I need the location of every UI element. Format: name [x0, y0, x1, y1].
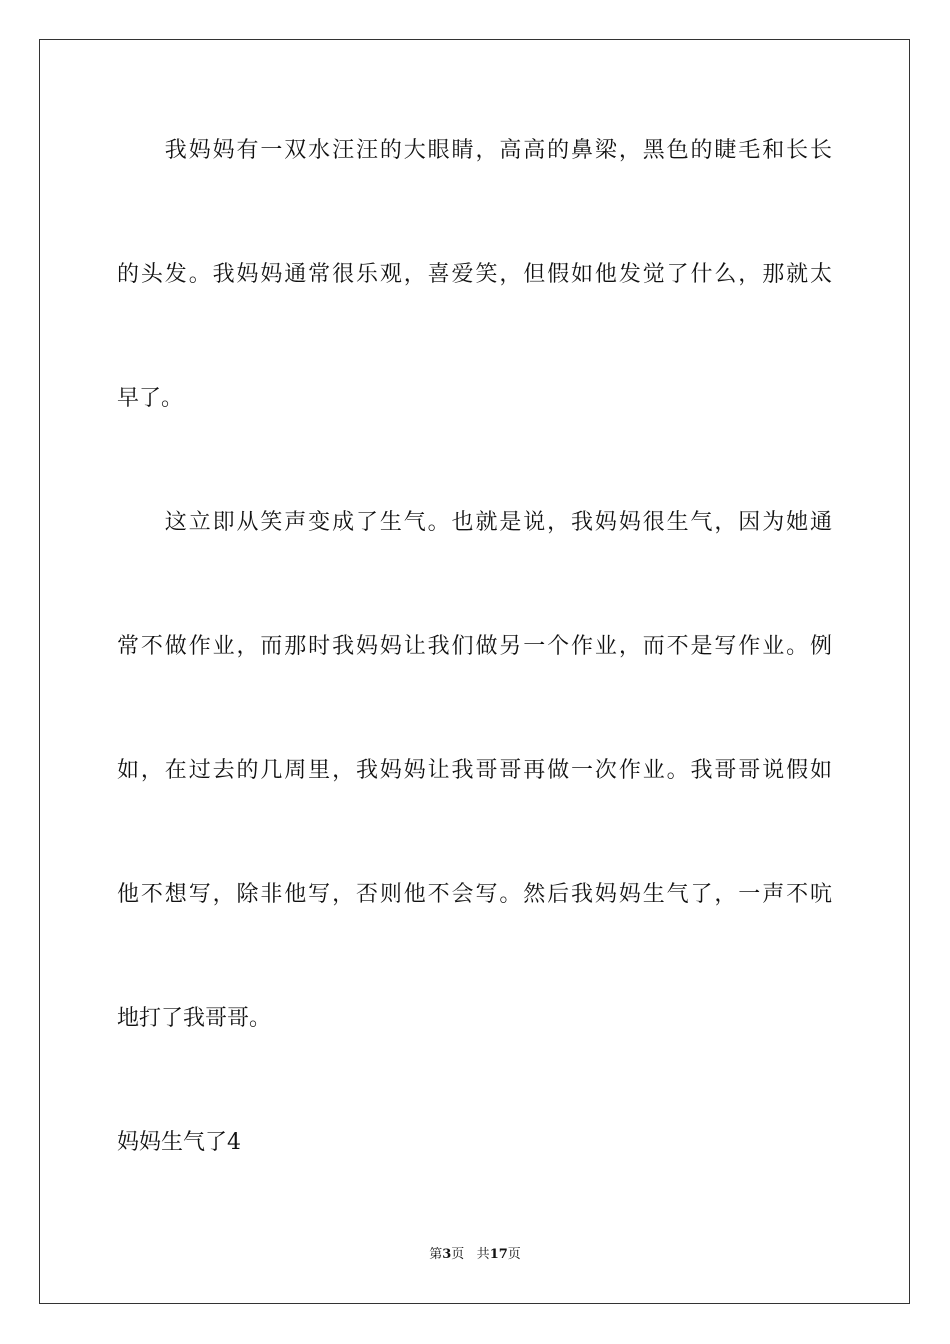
paragraph-2-line-1: 这立即从笑声变成了生气。也就是说，我妈妈很生气，因为她通	[117, 510, 832, 535]
section-title: 妈妈生气了4	[117, 1130, 241, 1155]
footer-total-prefix: 共	[476, 1247, 490, 1262]
footer-total-suffix: 页	[507, 1247, 521, 1262]
footer-page-number: 3	[442, 1247, 452, 1262]
paragraph-1-line-1: 我妈妈有一双水汪汪的大眼睛，高高的鼻梁，黑色的睫毛和长长	[117, 138, 832, 163]
footer-page-prefix: 第	[429, 1247, 443, 1262]
paragraph-2-line-3: 如，在过去的几周里，我妈妈让我哥哥再做一次作业。我哥哥说假如	[117, 758, 832, 783]
paragraph-2-line-2: 常不做作业，而那时我妈妈让我们做另一个作业，而不是写作业。例	[117, 634, 832, 659]
page-border	[39, 39, 910, 1304]
paragraph-1-line-2: 的头发。我妈妈通常很乐观，喜爱笑，但假如他发觉了什么，那就太	[117, 262, 832, 287]
paragraph-2-line-5: 地打了我哥哥。	[117, 1006, 272, 1031]
footer-total-pages: 17	[489, 1247, 508, 1262]
footer-page-suffix: 页	[451, 1247, 465, 1262]
paragraph-2-line-4: 他不想写，除非他写，否则他不会写。然后我妈妈生气了，一声不吭	[117, 882, 832, 907]
page-footer	[0, 1246, 950, 1264]
paragraph-1-line-3: 早了。	[117, 386, 184, 411]
